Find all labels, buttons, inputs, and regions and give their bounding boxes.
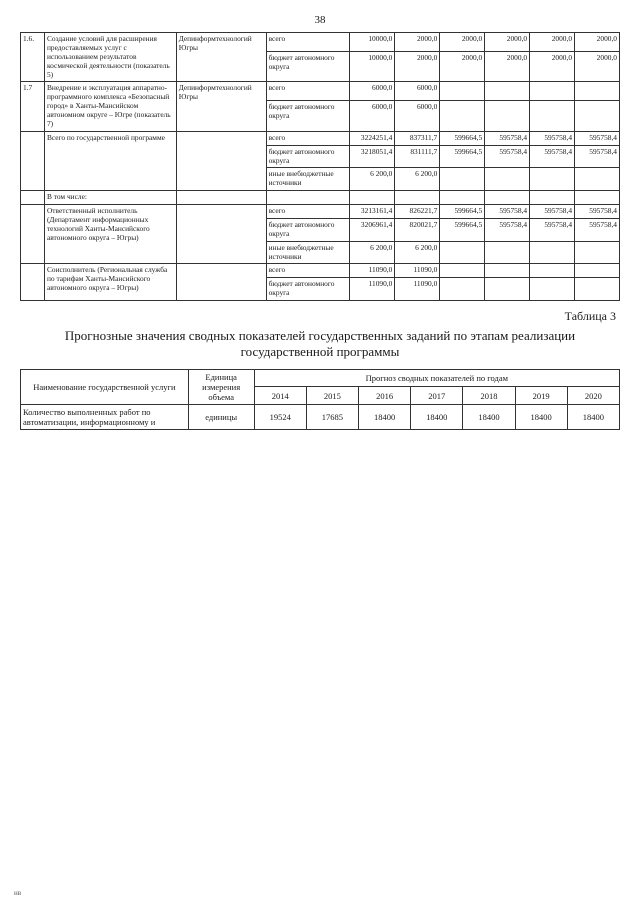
- amount-cell: 595758,4: [485, 205, 530, 219]
- amount-cell: 2000,0: [575, 33, 620, 52]
- funding-source-cell: всего: [266, 264, 350, 278]
- amount-cell: 6 200,0: [395, 241, 440, 264]
- table-row: [21, 33, 620, 52]
- amount-cell: 595758,4: [575, 145, 620, 168]
- funding-source-cell: бюджет автономного округа: [266, 51, 350, 82]
- row-number-cell: 1.7: [21, 82, 45, 131]
- col-header-year: 2017: [411, 387, 463, 405]
- amount-cell: [485, 82, 530, 101]
- amount-cell: 595758,4: [575, 131, 620, 145]
- col-header-year: 2018: [463, 387, 515, 405]
- amount-cell: 595758,4: [485, 145, 530, 168]
- row-name-cell: Ответственный исполнитель (Департамент информационных технологий Ханты-Мансийского автономного округа – Югры): [44, 205, 176, 264]
- row-executor-cell: [176, 264, 266, 301]
- funding-source-cell: всего: [266, 82, 350, 101]
- amount-cell: 2000,0: [395, 51, 440, 82]
- amount-cell: 595758,4: [575, 218, 620, 241]
- funding-source-cell: бюджет автономного округа: [266, 101, 350, 132]
- amount-cell: [440, 101, 485, 132]
- amount-cell: 11090,0: [395, 278, 440, 301]
- program-budget-table-body: [21, 33, 620, 301]
- table3-title: Прогнозные значения сводных показателей государственных заданий по этапам реализации государственной программы: [64, 328, 576, 360]
- value-cell: 18400: [463, 405, 515, 430]
- table-row: [21, 131, 620, 145]
- amount-cell: [530, 264, 575, 278]
- amount-cell: 6 200,0: [395, 168, 440, 191]
- service-name-cell: Количество выполненных работ по автоматизации, информационному и: [21, 405, 189, 430]
- amount-cell: 826221,7: [395, 205, 440, 219]
- amount-cell: [575, 191, 620, 205]
- col-header-year: 2020: [567, 387, 619, 405]
- row-name-cell: В том числе:: [44, 191, 176, 205]
- amount-cell: 6000,0: [395, 101, 440, 132]
- amount-cell: [575, 82, 620, 101]
- row-executor-cell: [176, 131, 266, 190]
- funding-source-cell: [266, 191, 350, 205]
- value-cell: 18400: [411, 405, 463, 430]
- table3-label: Таблица 3: [564, 309, 616, 323]
- row-executor-cell: Депинформтехнологий Югры: [176, 33, 266, 82]
- amount-cell: [440, 168, 485, 191]
- amount-cell: 6000,0: [350, 101, 395, 132]
- amount-cell: [485, 168, 530, 191]
- amount-cell: [485, 264, 530, 278]
- amount-cell: 2000,0: [530, 33, 575, 52]
- footer-mark: нв: [14, 889, 22, 897]
- unit-cell: единицы: [188, 405, 254, 430]
- funding-source-cell: бюджет автономного округа: [266, 145, 350, 168]
- amount-cell: 3206961,4: [350, 218, 395, 241]
- table-row: [21, 191, 620, 205]
- amount-cell: 2000,0: [440, 51, 485, 82]
- table-header-row: [21, 369, 620, 387]
- col-header-year: 2016: [358, 387, 410, 405]
- page-number: 38: [314, 14, 326, 26]
- amount-cell: 11090,0: [395, 264, 440, 278]
- amount-cell: [530, 82, 575, 101]
- amount-cell: 6000,0: [350, 82, 395, 101]
- funding-source-cell: бюджет автономного округа: [266, 278, 350, 301]
- amount-cell: 6000,0: [395, 82, 440, 101]
- table-row: [21, 205, 620, 219]
- amount-cell: 595758,4: [530, 205, 575, 219]
- amount-cell: [575, 168, 620, 191]
- amount-cell: [440, 82, 485, 101]
- amount-cell: 595758,4: [530, 131, 575, 145]
- amount-cell: 599664,5: [440, 145, 485, 168]
- amount-cell: [485, 101, 530, 132]
- amount-cell: 10000,0: [350, 51, 395, 82]
- amount-cell: [575, 241, 620, 264]
- amount-cell: 2000,0: [485, 51, 530, 82]
- amount-cell: [440, 264, 485, 278]
- row-name-cell: Соисполнитель (Региональная служба по тарифам Ханты-Мансийского автономного округа – Югры): [44, 264, 176, 301]
- table-row: [21, 82, 620, 101]
- value-cell: 18400: [515, 405, 567, 430]
- funding-source-cell: всего: [266, 131, 350, 145]
- row-name-cell: Всего по государственной программе: [44, 131, 176, 190]
- amount-cell: 595758,4: [530, 145, 575, 168]
- amount-cell: 10000,0: [350, 33, 395, 52]
- amount-cell: [350, 191, 395, 205]
- row-number-cell: [21, 191, 45, 205]
- amount-cell: 595758,4: [485, 131, 530, 145]
- row-name-cell: Создание условий для расширения предоставляемых услуг с использованием результатов космической деятельности (показатель 5): [44, 33, 176, 82]
- amount-cell: 2000,0: [530, 51, 575, 82]
- row-executor-cell: [176, 205, 266, 264]
- amount-cell: 820021,7: [395, 218, 440, 241]
- amount-cell: [485, 278, 530, 301]
- amount-cell: 837311,7: [395, 131, 440, 145]
- amount-cell: [485, 191, 530, 205]
- col-header-year: 2015: [306, 387, 358, 405]
- funding-source-cell: бюджет автономного округа: [266, 218, 350, 241]
- table-row: [21, 264, 620, 278]
- amount-cell: 2000,0: [395, 33, 440, 52]
- col-header-year: 2019: [515, 387, 567, 405]
- table-row: [21, 405, 620, 430]
- amount-cell: [440, 191, 485, 205]
- amount-cell: [530, 101, 575, 132]
- amount-cell: [530, 191, 575, 205]
- amount-cell: 11090,0: [350, 264, 395, 278]
- col-header-service: Наименование государственной услуги: [21, 369, 189, 405]
- amount-cell: 595758,4: [485, 218, 530, 241]
- amount-cell: [440, 278, 485, 301]
- forecast-indicators-table: [20, 369, 620, 431]
- row-name-cell: Внедрение и эксплуатация аппаратно-программного комплекса «Безопасный город» в Ханты-Мансийском автономном округе – Югре (показатель 7): [44, 82, 176, 131]
- col-header-unit: Единица измерения объема: [188, 369, 254, 405]
- program-budget-table: [20, 32, 620, 301]
- value-cell: 19524: [254, 405, 306, 430]
- amount-cell: 599664,5: [440, 218, 485, 241]
- value-cell: 18400: [567, 405, 619, 430]
- amount-cell: [575, 264, 620, 278]
- amount-cell: 6 200,0: [350, 241, 395, 264]
- amount-cell: 2000,0: [440, 33, 485, 52]
- amount-cell: 595758,4: [530, 218, 575, 241]
- amount-cell: 2000,0: [575, 51, 620, 82]
- amount-cell: 3218051,4: [350, 145, 395, 168]
- amount-cell: [530, 241, 575, 264]
- funding-source-cell: всего: [266, 205, 350, 219]
- amount-cell: 2000,0: [485, 33, 530, 52]
- amount-cell: 831111,7: [395, 145, 440, 168]
- amount-cell: 11090,0: [350, 278, 395, 301]
- forecast-indicators-table-body: [21, 405, 620, 430]
- amount-cell: [575, 101, 620, 132]
- row-executor-cell: Депинформтехнологий Югры: [176, 82, 266, 131]
- value-cell: 18400: [358, 405, 410, 430]
- amount-cell: 595758,4: [575, 205, 620, 219]
- row-number-cell: [21, 264, 45, 301]
- amount-cell: [575, 278, 620, 301]
- amount-cell: [485, 241, 530, 264]
- funding-source-cell: иные внебюджетные источники: [266, 168, 350, 191]
- amount-cell: 599664,5: [440, 131, 485, 145]
- amount-cell: 3213161,4: [350, 205, 395, 219]
- amount-cell: [395, 191, 440, 205]
- amount-cell: 3224251,4: [350, 131, 395, 145]
- amount-cell: [440, 241, 485, 264]
- funding-source-cell: иные внебюджетные источники: [266, 241, 350, 264]
- funding-source-cell: всего: [266, 33, 350, 52]
- col-header-year: 2014: [254, 387, 306, 405]
- row-number-cell: [21, 205, 45, 264]
- row-executor-cell: [176, 191, 266, 205]
- row-number-cell: 1.6.: [21, 33, 45, 82]
- col-header-forecast: Прогноз сводных показателей по годам: [254, 369, 619, 387]
- value-cell: 17685: [306, 405, 358, 430]
- amount-cell: 599664,5: [440, 205, 485, 219]
- amount-cell: [530, 168, 575, 191]
- amount-cell: [530, 278, 575, 301]
- amount-cell: 6 200,0: [350, 168, 395, 191]
- row-number-cell: [21, 131, 45, 190]
